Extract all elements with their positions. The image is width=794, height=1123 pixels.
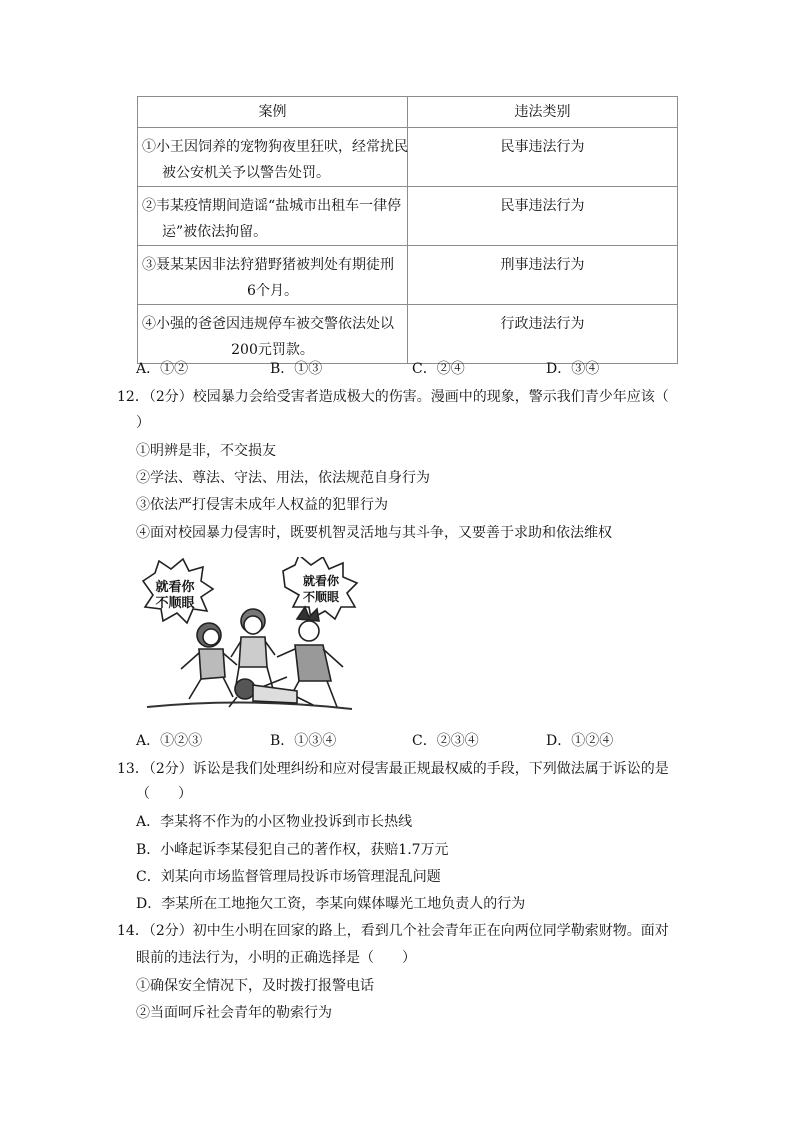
type-cell: 民事违法行为 [408,128,678,187]
q14-item-2: ②当面呵斥社会青年的勒索行为 [136,1005,332,1021]
q13-option-c[interactable]: C．刘某向市场监督管理局投诉市场管理混乱问题 [136,869,441,885]
q13-option-d[interactable]: D．李某所在工地拖欠工资，李某向媒体曝光工地负责人的行为 [136,896,526,912]
q12-item-4: ④面对校园暴力侵害时，既要机智灵活地与其斗争，又要善于求助和依法维权 [136,525,612,541]
school-bullying-cartoon [137,557,359,719]
case-cell [138,246,408,305]
case-cell [138,305,408,364]
q12-item-3: ③依法严打侵害未成年人权益的犯罪行为 [136,497,388,513]
table-row [138,187,678,246]
case-text-line2: 200元罚款。 [231,342,314,358]
q13-stem-line1: 13．（2分）诉讼是我们处理纠纷和应对侵害最正规最权威的手段，下列做法属于诉讼的是 [117,761,669,777]
case-text-line1: ②韦某疫情期间造谣“盐城市出租车一律停 [142,198,402,214]
option-a[interactable]: A．①②③ [136,733,203,749]
option-d[interactable]: D．③④ [546,361,600,377]
q14-stem-line1: 14．（2分）初中生小明在回家的路上，看到几个社会青年正在向两位同学勒索财物。面对 [117,923,669,939]
q13-stem-line2: （ ） [136,786,192,802]
case-text-line1: ③聂某某因非法狩猎野猪被判处有期徒刑 [142,257,394,273]
q13-option-b[interactable]: B．小峰起诉李某侵犯自己的著作权，获赔1.7万元 [136,842,449,858]
q12-stem-line2: ） [136,415,150,431]
table-row [138,128,678,187]
burst-left-text-2: 不顺眼 [155,596,195,611]
q13-option-a[interactable]: A．李某将不作为的小区物业投诉到市长热线 [136,814,413,830]
case-text-line2: 被公安机关予以警告处罚。 [162,165,330,181]
column-header-case: 案例 [138,97,408,128]
burst-right-text-2: 不顺眼 [302,590,340,604]
burst-right-text-1: 就看你 [302,574,340,588]
type-cell: 民事违法行为 [408,187,678,246]
case-text-line1: ①小王因饲养的宠物狗夜里狂吠，经常扰民 [142,139,408,155]
option-b[interactable]: B．①③④ [270,733,337,749]
q12-item-1: ①明辨是非，不交损友 [136,443,276,459]
q11-options [136,358,696,380]
table-row [138,305,678,364]
case-text-line1: ④小强的爸爸因违规停车被交警依法处以 [142,316,394,332]
option-c[interactable]: C．②④ [412,361,465,377]
option-b[interactable]: B．①③ [270,361,323,377]
q12-item-2: ②学法、尊法、守法、用法，依法规范自身行为 [136,470,430,486]
type-cell: 行政违法行为 [408,305,678,364]
q12-stem-line1: 12．（2分）校园暴力会给受害者造成极大的伤害。漫画中的现象，警示我们青少年应该（ [117,389,669,405]
q14-stem-line2: 眼前的违法行为，小明的正确选择是（ ） [136,950,416,966]
case-text-line2: 运”被依法拘留。 [162,224,268,240]
q12-options [136,730,696,752]
option-d[interactable]: D．①②④ [546,733,614,749]
option-a[interactable]: A．①② [136,361,189,377]
option-c[interactable]: C．②③④ [412,733,479,749]
case-cell [138,187,408,246]
type-cell: 刑事违法行为 [408,246,678,305]
burst-left-text-1: 就看你 [155,580,195,595]
column-header-type: 违法类别 [408,97,678,128]
case-text-line2: 6个月。 [247,283,298,299]
case-table [137,96,678,364]
table-row [138,246,678,305]
case-cell [138,128,408,187]
q14-item-1: ①确保安全情况下，及时拨打报警电话 [136,978,374,994]
table-header-row [138,97,678,128]
